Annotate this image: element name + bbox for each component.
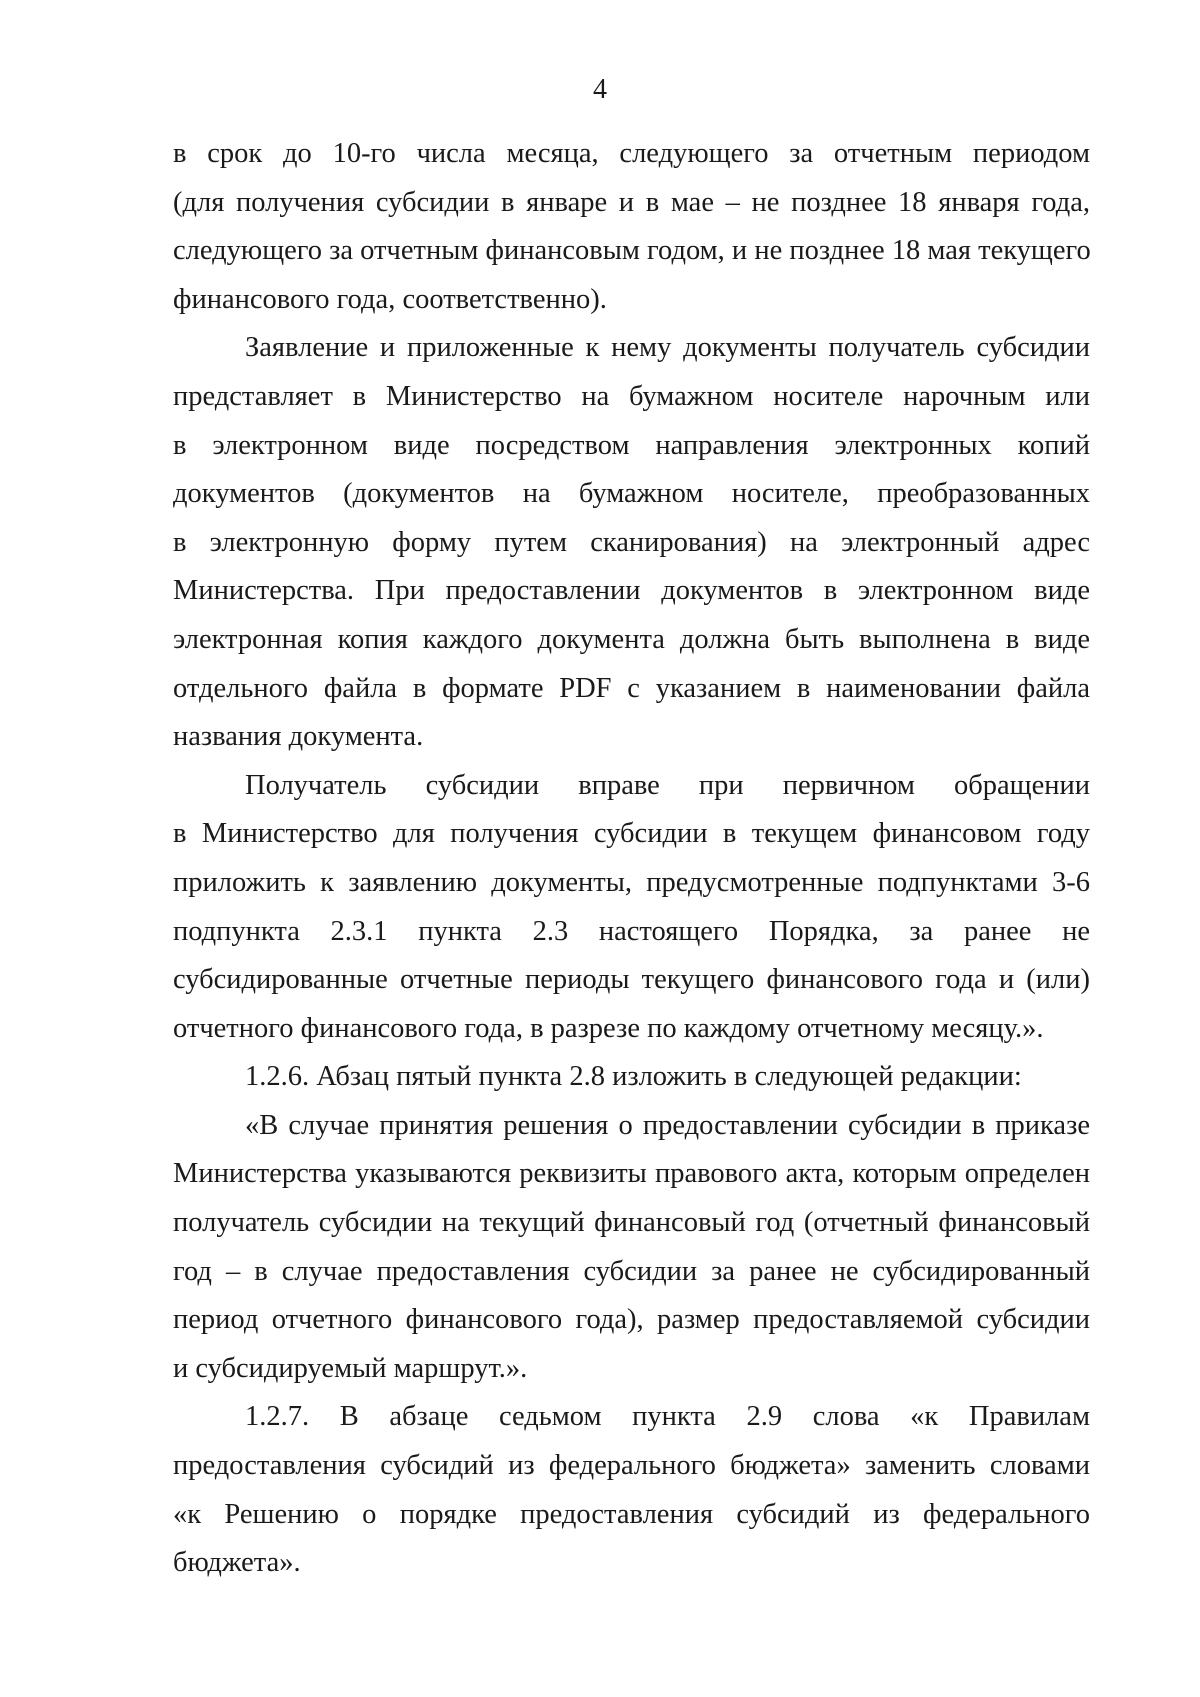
text-line: отдельного файла в формате PDF с указанием в наименовании файла <box>173 672 1090 704</box>
text-line: субсидированные отчетные периоды текущего финансового года и (или) <box>173 964 1090 996</box>
text-line: названия документа. <box>173 721 424 753</box>
text-line: Заявление и приложенные к нему документы получатель субсидии <box>245 332 1090 364</box>
text-line: приложить к заявлению документы, предусмотренные подпунктами 3-6 <box>173 866 1090 898</box>
paragraph-recipient-rights <box>173 762 1090 1054</box>
text-line: год – в случае предоставления субсидии за ранее не субсидированный <box>173 1255 1090 1287</box>
text-line: документов (документов на бумажном носителе, преобразованных <box>173 478 1090 510</box>
text-line: представляет в Министерство на бумажном носителе нарочным или <box>173 380 1090 412</box>
text-line: электронная копия каждого документа должна быть выполнена в виде <box>173 623 1090 655</box>
paragraph-ministry-order-quote <box>173 1102 1090 1394</box>
text-line: в электронном виде посредством направления электронных копий <box>173 429 1090 461</box>
text-line: подпункта 2.3.1 пункта 2.3 настоящего Порядка, за ранее не <box>173 915 1090 947</box>
paragraph-submission-deadline <box>173 130 1090 324</box>
text-line: получатель субсидии на текущий финансовый год (отчетный финансовый <box>173 1207 1090 1239</box>
paragraph-item-1-2-6 <box>173 1053 1090 1102</box>
text-line: Министерства. При предоставлении документов в электронном виде <box>173 575 1090 607</box>
page-number: 4 <box>593 74 607 105</box>
document-body <box>173 130 1090 1588</box>
text-line: 1.2.7. В абзаце седьмом пункта 2.9 слова «к Правилам <box>245 1401 1090 1433</box>
text-line: период отчетного финансового года), размер предоставляемой субсидии <box>173 1304 1090 1336</box>
text-line: бюджета». <box>173 1547 301 1579</box>
text-line: финансового года, соответственно). <box>173 283 607 315</box>
paragraph-application-submission <box>173 324 1090 761</box>
text-line: «к Решению о порядке предоставления субсидий из федерального <box>173 1498 1090 1530</box>
text-line: в Министерство для получения субсидии в текущем финансовом году <box>173 818 1090 850</box>
text-line: и субсидируемый маршрут.». <box>173 1352 528 1384</box>
text-line: 1.2.6. Абзац пятый пункта 2.8 изложить в следующей редакции: <box>245 1061 1022 1093</box>
text-line: в срок до 10-го числа месяца, следующего за отчетным периодом <box>173 138 1090 169</box>
text-line: предоставления субсидий из федерального бюджета» заменить словами <box>173 1450 1090 1482</box>
paragraph-item-1-2-7 <box>173 1393 1090 1587</box>
text-line: в электронную форму путем сканирования) на электронный адрес <box>173 526 1090 558</box>
text-line: «В случае принятия решения о предоставлении субсидии в приказе <box>245 1109 1090 1141</box>
text-line: (для получения субсидии в январе и в мае – не позднее 18 января года, <box>173 186 1090 218</box>
text-line: Получатель субсидии вправе при первичном обращении <box>245 769 1090 801</box>
text-line: Министерства указываются реквизиты правового акта, которым определен <box>173 1158 1090 1190</box>
text-line: следующего за отчетным финансовым годом, и не позднее 18 мая текущего <box>173 235 1091 267</box>
text-line: отчетного финансового года, в разрезе по каждому отчетному месяцу.». <box>173 1012 1044 1044</box>
